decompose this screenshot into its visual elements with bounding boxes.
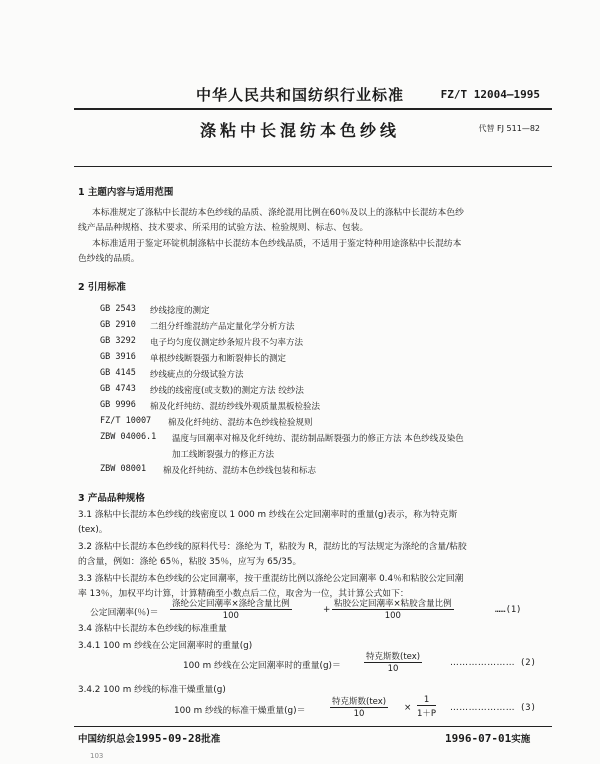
approval-line (78, 731, 220, 745)
ref-title: 纱线捻度的测定 (150, 306, 210, 316)
formula-3-number: (3) (520, 703, 536, 713)
formula-1-fraction-a (170, 597, 292, 621)
formula-1-numerator-a: 涤纶公定回潮率×涤纶含量比例 (172, 599, 290, 609)
section-3-2-line-1: 3.2 涤粘中长混纺本色纱线的原料代号：涤纶为 T，粘胶为 R，混纺比的写法规定为涤纶的含量/粘胶 (78, 542, 467, 552)
formula-2-numerator: 特克斯数(tex) (366, 652, 421, 662)
approval-date: 1995-09-28 (135, 732, 202, 745)
replaces-note: 代替 FJ 511—82 (478, 124, 540, 133)
formula-1-lhs: 公定回潮率(％)＝ (90, 608, 159, 618)
section-3-1-line-2: (tex)。 (78, 525, 108, 535)
ref-title: 纱线疵点的分级试验方法 (150, 370, 244, 380)
standard-category-title: 中华人民共和国纺织行业标准 (195, 86, 404, 104)
ref-code: GB 3916 (100, 352, 136, 362)
formula-3-denominator-a: 10 (353, 709, 365, 719)
header-rule (74, 108, 552, 110)
effective-line (445, 731, 530, 745)
ref-code: GB 4145 (100, 368, 136, 378)
ref-title: 纱线的线密度(或支数)的测定方法 绞纱法 (150, 386, 304, 396)
formula-3-numerator-b: 1 (417, 695, 436, 706)
section-1-para-2-line-1: 本标准适用于鉴定环锭机制涤粘中长混纺本色纱线品质，不适用于鉴定特种用途涤粘中长混纺本 (92, 239, 462, 249)
page-number: 103 (90, 752, 104, 760)
standard-code: FZ/T 12004—1995 (440, 88, 540, 101)
formula-3-fraction-b (417, 695, 436, 719)
formula-1-plus: + (323, 605, 331, 615)
ref-code: GB 9996 (100, 400, 136, 410)
section-3-3-line-2: 率 13％，加权平均计算，计算精确至小数点后二位，取舍为一位，其计算公式如下： (78, 589, 409, 599)
section-3-4-1-heading: 3.4.1 100 m 纱线在公定回潮率时的重量(g) (78, 641, 253, 651)
formula-1-denominator-b: 100 (384, 611, 401, 621)
formula-3-times: × (404, 703, 412, 713)
section-3-3-line-1: 3.3 涤粘中长混纺本色纱线的公定回潮率，按干重混纺比例以涤纶公定回潮率 0.4％和粘胶公定回潮 (78, 574, 464, 584)
ref-title: 棉及化纤纯纺、混纺本色纱线包装和标志 (163, 466, 317, 476)
formula-3-denominator-b: 1＋P (417, 709, 437, 719)
formula-1-denominator-a: 100 (222, 611, 239, 621)
section-1-para-1-line-1: 本标准规定了涤粘中长混纺本色纱线的品质、涤纶混用比例在60％及以上的涤粘中长混纺本色纱 (92, 208, 464, 218)
ref-title-continuation: 加工线断裂强力的修正方法 (172, 450, 275, 460)
formula-1-number: ……(1) (495, 605, 522, 615)
document-title: 涤粘中长混纺本色纱线 (199, 121, 400, 140)
approver: 中国纺织总会 (78, 734, 136, 745)
formula-3-numerator-a: 特克斯数(tex) (332, 697, 387, 707)
formula-3-leader: ………………… (450, 703, 516, 713)
ref-code: GB 4743 (100, 384, 136, 394)
formula-3-lhs: 100 m 纱线的标准干燥重量(g)＝ (174, 706, 306, 716)
section-3-4-2-heading: 3.4.2 100 m 纱线的标准干燥重量(g) (78, 685, 226, 695)
approval-suffix: 批准 (201, 734, 221, 745)
ref-title: 电子均匀度仪测定纱条短片段不匀率方法 (150, 338, 304, 348)
ref-code: GB 2543 (100, 304, 136, 314)
formula-2-lhs: 100 m 纱线在公定回潮率时的重量(g)＝ (183, 661, 341, 671)
section-3-1-line-1: 3.1 涤粘中长混纺本色纱线的线密度以 1 000 m 纱线在公定回潮率时的重量(g)表示，称为特克斯 (78, 510, 458, 520)
ref-code: GB 2910 (100, 320, 136, 330)
ref-code: FZ/T 10007 (100, 416, 152, 426)
formula-2-leader: ………………… (450, 658, 516, 668)
section-2-heading: 2 引用标准 (78, 282, 126, 293)
ref-title: 二组分纤维混纺产品定量化学分析方法 (150, 322, 295, 332)
formula-2-denominator: 10 (387, 664, 399, 674)
ref-title: 单根纱线断裂强力和断裂伸长的测定 (150, 354, 287, 364)
ref-code: GB 3292 (100, 336, 136, 346)
ref-title: 温度与回潮率对棉及化纤纯纺、混纺制品断裂强力的修正方法 本色纱线及染色 (172, 434, 464, 444)
formula-2-fraction (364, 650, 422, 674)
formula-3-fraction-a (330, 695, 388, 719)
title-rule (74, 166, 552, 167)
ref-title: 棉及化纤纯纺、混纺本色纱线检验规则 (168, 418, 313, 428)
formula-1-fraction-b (332, 597, 454, 621)
section-3-heading: 3 产品品种规格 (78, 493, 145, 504)
ref-title: 棉及化纤纯纺、混纺纱线外观质量黑板检验法 (150, 402, 321, 412)
ref-code: ZBW 08001 (100, 464, 147, 474)
effective-date: 1996-07-01 (445, 732, 512, 745)
footer-rule (74, 726, 552, 727)
section-3-2-line-2: 的含量，例如：涤纶 65％，粘胶 35％，应写为 65/35。 (78, 557, 302, 567)
section-1-heading: 1 主题内容与适用范围 (78, 187, 174, 198)
effective-suffix: 实施 (511, 734, 531, 745)
section-3-4-heading: 3.4 涤粘中长混纺本色纱线的标准重量 (78, 624, 227, 634)
section-1-para-2-line-2: 色纱线的品质。 (78, 254, 140, 264)
ref-code: ZBW 04006.1 (100, 432, 157, 442)
formula-2-number: (2) (520, 658, 536, 668)
formula-1-numerator-b: 粘胶公定回潮率×粘胶含量比例 (334, 599, 452, 609)
section-1-para-1-line-2: 线产品品种规格、技术要求、所采用的试验方法、检验规则、标志、包装。 (78, 223, 369, 233)
